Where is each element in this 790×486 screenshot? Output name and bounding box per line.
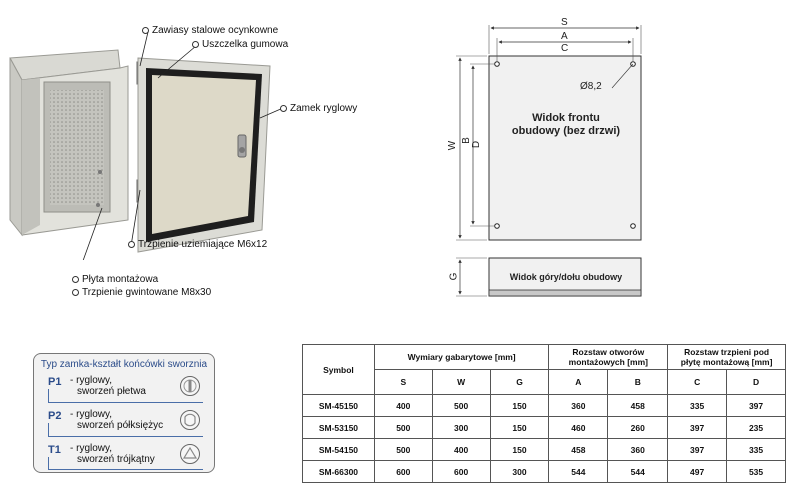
legend-item-p1: P1 - ryglowy, sworzeń płetwa: [48, 374, 208, 404]
dimension-c-label: C: [561, 43, 569, 54]
callout-mounting-plate: Płyta montażowa: [72, 274, 158, 285]
table-row: SM-54150 500 400 150 458 360 397 335: [303, 439, 786, 461]
enclosure-photo: [0, 20, 290, 260]
callout-gasket: Uszczelka gumowa: [192, 39, 288, 50]
legend-item-p2: P2 - ryglowy, sworzeń półksiężyc: [48, 408, 208, 438]
callout-hinges: Zawiasy stalowe ocynkowne: [142, 25, 278, 36]
front-view-label: Widok frontu obudowy (bez drzwi): [511, 112, 621, 137]
lock-type-legend: [33, 353, 215, 473]
dimension-w-label: W: [447, 140, 459, 151]
fin-icon: [179, 375, 201, 397]
column-header: A: [549, 370, 608, 395]
header-overall-dimensions: Wymiary gabarytowe [mm]: [374, 345, 549, 370]
legend-code-p2: P2: [48, 410, 62, 422]
half-moon-icon: [179, 409, 201, 431]
top-view-label: Widok góry/dołu obudowy: [509, 272, 623, 282]
table-row: SM-53150 500 300 150 460 260 397 235: [303, 417, 786, 439]
triangle-icon: [179, 443, 201, 465]
header-plate-studs: Rozstaw trzpieni pod płytę montażową [mm]: [668, 345, 786, 370]
callout-earth-studs: Trzpienie uziemiające M6x12: [128, 239, 267, 250]
legend-code-p1: P1: [48, 376, 62, 388]
column-header-row: [303, 370, 786, 395]
legend-code-t1: T1: [48, 444, 61, 456]
column-header: S: [374, 370, 432, 395]
column-header: G: [490, 370, 549, 395]
column-header: B: [608, 370, 668, 395]
header-symbol: Symbol: [303, 345, 375, 395]
dimension-a-label: A: [561, 31, 568, 42]
dimension-b-label: B: [460, 137, 472, 144]
front-view: [489, 56, 641, 240]
column-header: W: [432, 370, 490, 395]
technical-drawing: [440, 14, 660, 314]
header-mounting-holes: Rozstaw otworów montażowych [mm]: [549, 345, 668, 370]
hole-diameter-label: Ø8,2: [580, 81, 602, 92]
dimension-d-label: D: [471, 140, 483, 149]
column-header: C: [668, 370, 727, 395]
callout-threaded-studs: Trzpienie gwintowane M8x30: [72, 287, 211, 298]
dimension-g-label: G: [448, 272, 460, 281]
table-row: SM-45150 400 500 150 360 458 335 397: [303, 395, 786, 417]
dimension-s-label: S: [561, 17, 568, 28]
callout-lock: Zamek ryglowy: [280, 103, 357, 114]
dimensions-table: [302, 344, 786, 483]
legend-title: Typ zamka-kształt końcówki sworznia: [40, 359, 208, 370]
column-header: D: [727, 370, 786, 395]
legend-item-t1: T1 - ryglowy, sworzeń trójkątny: [48, 442, 208, 472]
table-row: SM-66300 600 600 300 544 544 497 535: [303, 461, 786, 483]
